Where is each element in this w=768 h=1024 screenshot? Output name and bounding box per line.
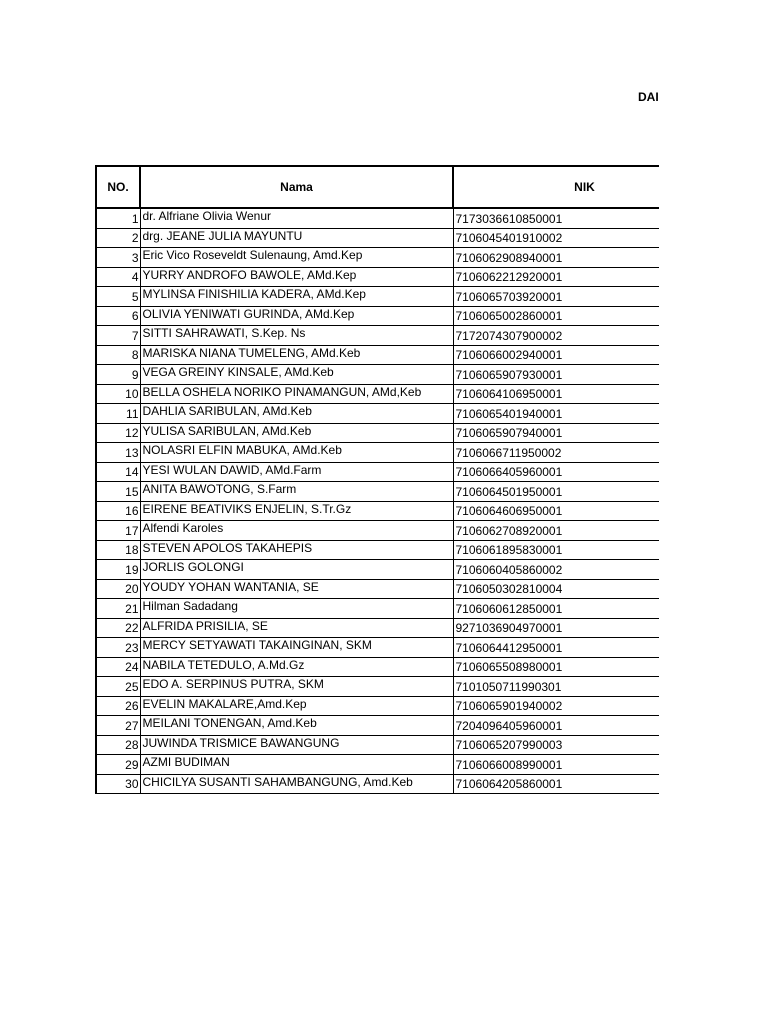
cell-nama: Hilman Sadadang: [140, 599, 453, 619]
table-row: [96, 657, 659, 677]
cell-nik: 7106064606950001: [453, 501, 659, 521]
cell-nik: 9271036904970001: [453, 618, 659, 638]
table-row: [96, 443, 659, 463]
cell-nik: 7106060612850001: [453, 599, 659, 619]
cell-nik: 7106062212920001: [453, 267, 659, 287]
cell-nik: 7106062708920001: [453, 521, 659, 541]
cell-nama: Alfendi Karoles: [140, 521, 453, 541]
cell-no: 3: [96, 248, 140, 268]
table-row: [96, 345, 659, 365]
cell-no: 24: [96, 657, 140, 677]
cell-nama: EVELIN MAKALARE,Amd.Kep: [140, 696, 453, 716]
table-row: [96, 326, 659, 346]
cell-nik: 7106050302810004: [453, 579, 659, 599]
cell-nama: ALFRIDA PRISILIA, SE: [140, 618, 453, 638]
cell-nik: 7106065207990003: [453, 735, 659, 755]
cell-nik: 7101050711990301: [453, 677, 659, 697]
cell-nama: CHICILYA SUSANTI SAHAMBANGUNG, Amd.Keb: [140, 774, 453, 794]
table-viewport: [95, 165, 659, 805]
cell-nik: 7106045401910002: [453, 228, 659, 248]
cell-nik: 7106066711950002: [453, 443, 659, 463]
table-row: [96, 423, 659, 443]
cell-no: 9: [96, 365, 140, 385]
table-row: [96, 267, 659, 287]
cell-nik: 7106066008990001: [453, 755, 659, 775]
cell-nik: 7106064106950001: [453, 384, 659, 404]
table-row: [96, 579, 659, 599]
table-row: [96, 208, 659, 228]
cell-nama: NABILA TETEDULO, A.Md.Gz: [140, 657, 453, 677]
cell-no: 29: [96, 755, 140, 775]
cell-nama: YESI WULAN DAWID, AMd.Farm: [140, 462, 453, 482]
cell-nik: 7106065907940001: [453, 423, 659, 443]
cell-nik: 7106065703920001: [453, 287, 659, 307]
cell-nama: OLIVIA YENIWATI GURINDA, AMd.Kep: [140, 306, 453, 326]
cell-nik: 7106065508980001: [453, 657, 659, 677]
cell-nama: YULISA SARIBULAN, AMd.Keb: [140, 423, 453, 443]
table-row: [96, 404, 659, 424]
cell-no: 17: [96, 521, 140, 541]
cell-no: 19: [96, 560, 140, 580]
table-row: [96, 306, 659, 326]
table-row: [96, 365, 659, 385]
cell-no: 14: [96, 462, 140, 482]
cell-nama: Eric Vico Roseveldt Sulenaung, Amd.Kep: [140, 248, 453, 268]
table-row: [96, 755, 659, 775]
table-row: [96, 716, 659, 736]
cell-no: 5: [96, 287, 140, 307]
cell-no: 25: [96, 677, 140, 697]
column-header-nik: NIK: [453, 166, 659, 208]
cell-no: 18: [96, 540, 140, 560]
cell-no: 27: [96, 716, 140, 736]
table-row: [96, 599, 659, 619]
cell-nama: JORLIS GOLONGI: [140, 560, 453, 580]
cell-nama: EDO A. SERPINUS PUTRA, SKM: [140, 677, 453, 697]
cell-nik: 7106060405860002: [453, 560, 659, 580]
cell-no: 13: [96, 443, 140, 463]
cell-nik: 7106062908940001: [453, 248, 659, 268]
cell-nama: MEILANI TONENGAN, Amd.Keb: [140, 716, 453, 736]
cell-no: 15: [96, 482, 140, 502]
table-row: [96, 228, 659, 248]
cell-nama: DAHLIA SARIBULAN, AMd.Keb: [140, 404, 453, 424]
cell-nik: 7106065401940001: [453, 404, 659, 424]
cell-nama: STEVEN APOLOS TAKAHEPIS: [140, 540, 453, 560]
page-title: DAI: [638, 90, 659, 104]
cell-no: 12: [96, 423, 140, 443]
table-row: [96, 618, 659, 638]
cell-nama: BELLA OSHELA NORIKO PINAMANGUN, AMd,Keb: [140, 384, 453, 404]
table-row: [96, 521, 659, 541]
cell-no: 10: [96, 384, 140, 404]
data-table: [95, 165, 659, 794]
cell-no: 1: [96, 208, 140, 228]
cell-no: 2: [96, 228, 140, 248]
cell-no: 20: [96, 579, 140, 599]
cell-nama: drg. JEANE JULIA MAYUNTU: [140, 228, 453, 248]
table-row: [96, 540, 659, 560]
cell-no: 4: [96, 267, 140, 287]
cell-no: 16: [96, 501, 140, 521]
cell-nama: YOUDY YOHAN WANTANIA, SE: [140, 579, 453, 599]
column-header-nama: Nama: [140, 166, 453, 208]
cell-nik: 7106064501950001: [453, 482, 659, 502]
cell-no: 7: [96, 326, 140, 346]
cell-nik: 7106065901940002: [453, 696, 659, 716]
cell-nama: AZMI BUDIMAN: [140, 755, 453, 775]
table-row: [96, 501, 659, 521]
table-row: [96, 677, 659, 697]
cell-nama: EIRENE BEATIVIKS ENJELIN, S.Tr.Gz: [140, 501, 453, 521]
table-row: [96, 482, 659, 502]
cell-no: 22: [96, 618, 140, 638]
cell-nik: 7106065907930001: [453, 365, 659, 385]
table-row: [96, 560, 659, 580]
cell-no: 21: [96, 599, 140, 619]
cell-no: 8: [96, 345, 140, 365]
table-row: [96, 248, 659, 268]
cell-nama: NOLASRI ELFIN MABUKA, AMd.Keb: [140, 443, 453, 463]
cell-no: 23: [96, 638, 140, 658]
cell-nama: ANITA BAWOTONG, S.Farm: [140, 482, 453, 502]
cell-nama: YURRY ANDROFO BAWOLE, AMd.Kep: [140, 267, 453, 287]
cell-nik: 7106061895830001: [453, 540, 659, 560]
cell-nama: VEGA GREINY KINSALE, AMd.Keb: [140, 365, 453, 385]
cell-nik: 7106064412950001: [453, 638, 659, 658]
cell-nik: 7172074307900002: [453, 326, 659, 346]
cell-no: 28: [96, 735, 140, 755]
cell-nik: 7106066405960001: [453, 462, 659, 482]
table-row: [96, 774, 659, 794]
cell-nik: 7106065002860001: [453, 306, 659, 326]
cell-nik: 7173036610850001: [453, 208, 659, 228]
cell-nama: JUWINDA TRISMICE BAWANGUNG: [140, 735, 453, 755]
cell-nik: 7204096405960001: [453, 716, 659, 736]
cell-no: 26: [96, 696, 140, 716]
column-header-no: NO.: [96, 166, 140, 208]
cell-nik: 7106064205860001: [453, 774, 659, 794]
table-row: [96, 696, 659, 716]
cell-nik: 7106066002940001: [453, 345, 659, 365]
table-row: [96, 638, 659, 658]
cell-nama: dr. Alfriane Olivia Wenur: [140, 208, 453, 228]
table-row: [96, 735, 659, 755]
table-row: [96, 462, 659, 482]
cell-nama: MYLINSA FINISHILIA KADERA, AMd.Kep: [140, 287, 453, 307]
cell-nama: MERCY SETYAWATI TAKAINGINAN, SKM: [140, 638, 453, 658]
cell-no: 11: [96, 404, 140, 424]
table-row: [96, 287, 659, 307]
cell-nama: SITTI SAHRAWATI, S.Kep. Ns: [140, 326, 453, 346]
header-row: [96, 166, 659, 208]
cell-nama: MARISKA NIANA TUMELENG, AMd.Keb: [140, 345, 453, 365]
table-row: [96, 384, 659, 404]
cell-no: 30: [96, 774, 140, 794]
cell-no: 6: [96, 306, 140, 326]
